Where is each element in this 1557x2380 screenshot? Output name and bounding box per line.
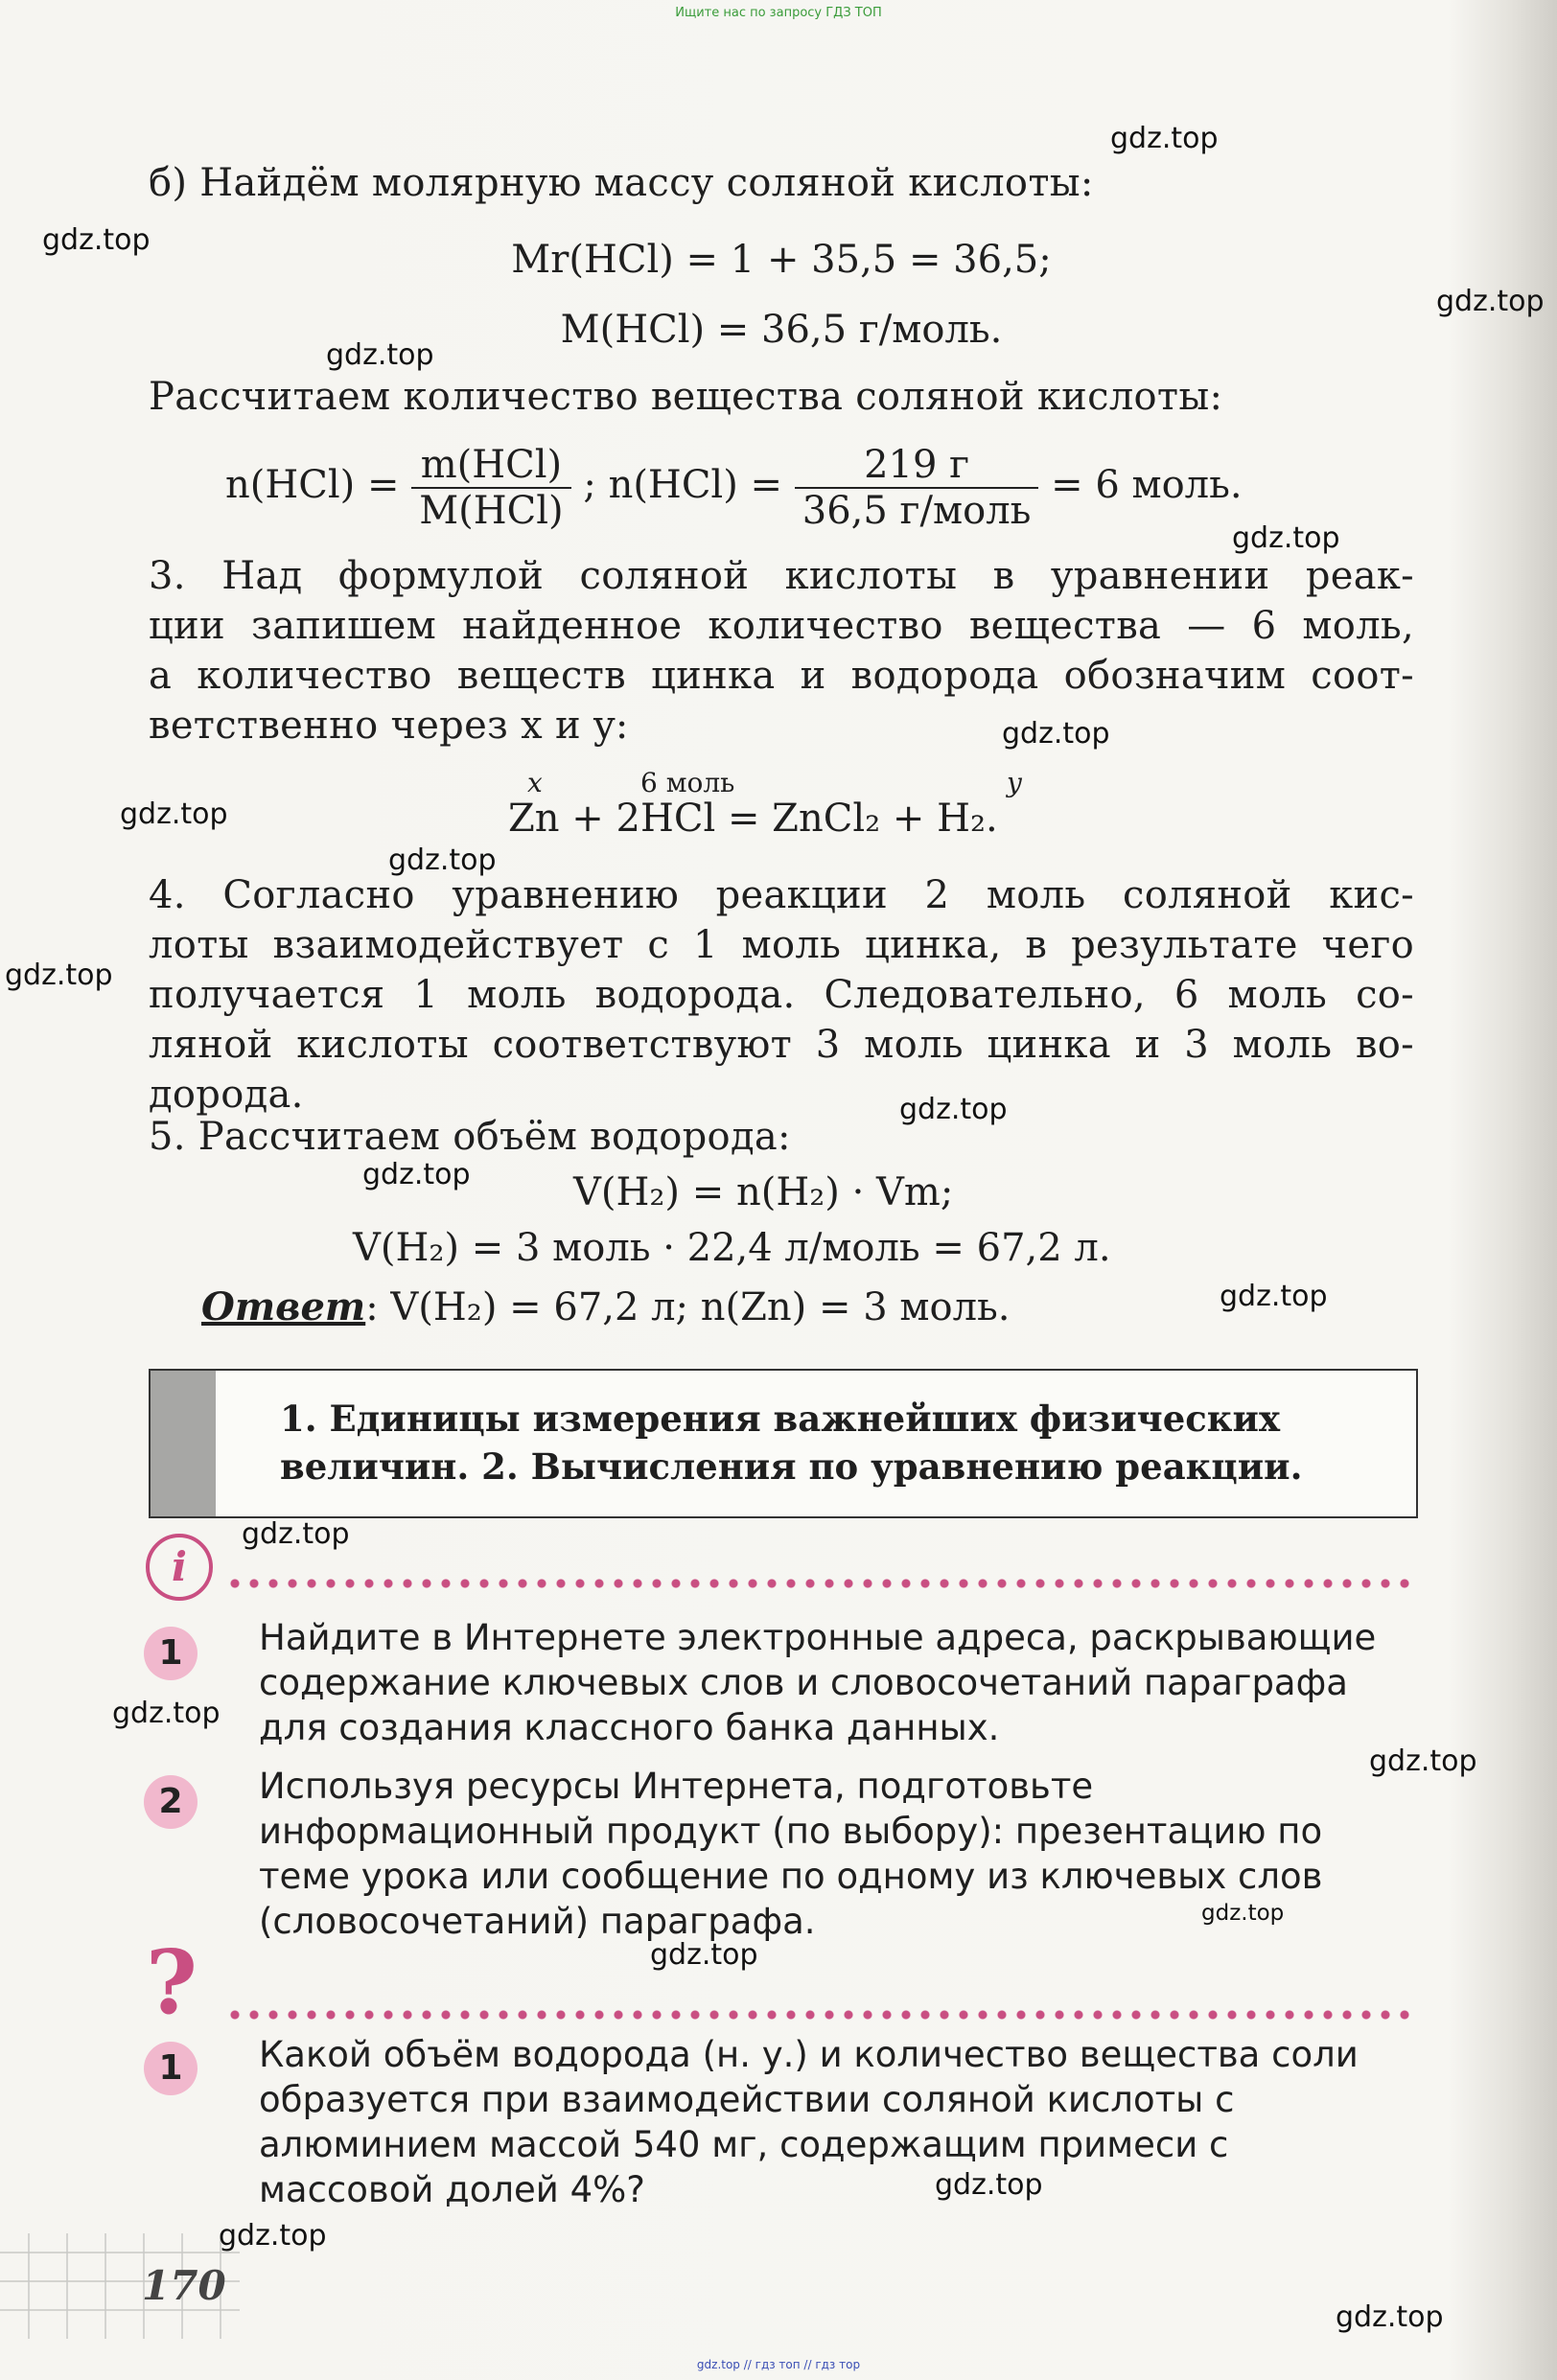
watermark: gdz.top [1336, 2300, 1444, 2334]
task-info-2-number: 2 [144, 1775, 198, 1829]
watermark: gdz.top [120, 797, 228, 831]
watermark: gdz.top [42, 223, 151, 257]
step3-line-2: ции запишем найденное количество вещества — 6 моль, [149, 604, 1414, 648]
note-strip [151, 1371, 216, 1516]
fraction-2-num: 219 г [795, 443, 1039, 489]
watermark: gdz.top [326, 338, 434, 372]
watermark: gdz.top [1110, 122, 1219, 155]
molar-mass-eq: M(HCl) = 36,5 г/моль. [560, 308, 1003, 352]
eq-n-lhs: n(HCl) = [225, 463, 400, 507]
key-terms-box [149, 1369, 1418, 1518]
task-question-1-text: Какой объём водорода (н. у.) и количество вещества соли образуется при взаимодействии соляной кислоты с алюминием массой 540 мг, содержащим примеси с массовой долей 4%? [259, 2034, 1359, 2210]
watermark: gdz.top [935, 2168, 1043, 2202]
eq-n-mid: ; n(HCl) = [583, 463, 783, 507]
step5-text: 5. Рассчитаем объём водорода: [149, 1115, 791, 1159]
watermark: gdz.top [219, 2219, 327, 2253]
step4-line-2: лоты взаимодействует с 1 моль цинка, в результате чего [149, 923, 1414, 967]
watermark: gdz.top [899, 1093, 1008, 1126]
step4-line-5: дорода. [149, 1073, 304, 1117]
header-note: Ищите нас по запросу ГДЗ ТОП [675, 6, 882, 20]
watermark: gdz.top [650, 1938, 758, 1972]
reaction-above-y: y [1007, 767, 1022, 798]
answer-text: : V(H₂) = 67,2 л; n(Zn) = 3 моль. [365, 1285, 1011, 1329]
watermark: gdz.top [1369, 1745, 1477, 1778]
watermark: gdz.top [1002, 717, 1110, 751]
answer-line [201, 1282, 1010, 1332]
fraction-1 [411, 443, 570, 533]
watermark: gdz.top [1220, 1280, 1328, 1313]
volume-formula: V(H₂) = n(H₂) · Vm; [573, 1170, 954, 1214]
question-icon: ? [146, 1930, 198, 2034]
task-info-2-text: Используя ресурсы Интернета, подготовьте информационный продукт (по выбору): презентацию по теме урока или сообщение по одному из ключевых слов (словосочетаний) параграфа. [259, 1766, 1323, 1942]
calc-amount-line: Рассчитаем количество вещества соляной кислоты: [149, 375, 1223, 419]
question-dots-divider [225, 2008, 1414, 2022]
watermark: gdz.top [242, 1517, 350, 1551]
amount-fraction-eq [225, 443, 1243, 533]
watermark: gdz.top [1436, 285, 1545, 318]
step3-line-3: а количество веществ цинка и водорода обозначим соот- [149, 654, 1414, 698]
watermark: gdz.top [388, 843, 497, 877]
answer-label: Ответ [201, 1284, 366, 1329]
key-terms-title: 1. Единицы измерения важнейших физических величин. 2. Вычисления по уравнению реакции. [280, 1398, 1303, 1488]
molar-mass-relative-eq: Mr(HCl) = 1 + 35,5 = 36,5; [511, 238, 1052, 282]
step4-line-1: 4. Согласно уравнению реакции 2 моль соляной кис- [149, 873, 1414, 917]
step3-line-4: ветственно через x и y: [149, 704, 629, 748]
eq-n-rhs: = 6 моль. [1051, 463, 1243, 507]
watermark: gdz.top [112, 1697, 221, 1730]
step4-line-3: получается 1 моль водорода. Следовательно, 6 моль со- [149, 973, 1414, 1017]
task-info-1-number: 1 [144, 1627, 198, 1680]
info-dots-divider [225, 1577, 1414, 1590]
step-b-text: б) Найдём молярную массу соляной кислоты: [149, 161, 1094, 205]
task-question-1-number: 1 [144, 2042, 198, 2095]
reaction-above-x: x [527, 767, 543, 798]
reaction-above-hcl: 6 моль [640, 767, 735, 798]
fraction-1-den: M(HCl) [419, 489, 564, 533]
watermark: gdz.top [1232, 521, 1340, 555]
watermark: gdz.top [5, 959, 113, 992]
footer-note: gdz.top // гдз топ // гдз тор [696, 2358, 861, 2371]
task-info-1-text: Найдите в Интернете электронные адреса, раскрывающие содержание ключевых слов и словосочетаний параграфа для создания классного банка данных. [259, 1617, 1377, 1748]
volume-calc: V(H₂) = 3 моль · 22,4 л/моль = 67,2 л. [353, 1226, 1111, 1270]
step3-line-1: 3. Над формулой соляной кислоты в уравнении реак- [149, 554, 1414, 598]
watermark-small: gdz.top [1201, 1901, 1285, 1926]
reaction-equation: Zn + 2HCl = ZnCl₂ + H₂. [508, 797, 998, 841]
watermark: gdz.top [362, 1158, 471, 1191]
page-number: 170 [142, 2262, 226, 2309]
fraction-2-den: 36,5 г/моль [802, 489, 1032, 533]
info-icon: i [146, 1534, 213, 1601]
fraction-1-num: m(HCl) [411, 443, 570, 489]
step4-line-4: ляной кислоты соответствуют 3 моль цинка и 3 моль во- [149, 1023, 1414, 1067]
fraction-2 [795, 443, 1039, 533]
